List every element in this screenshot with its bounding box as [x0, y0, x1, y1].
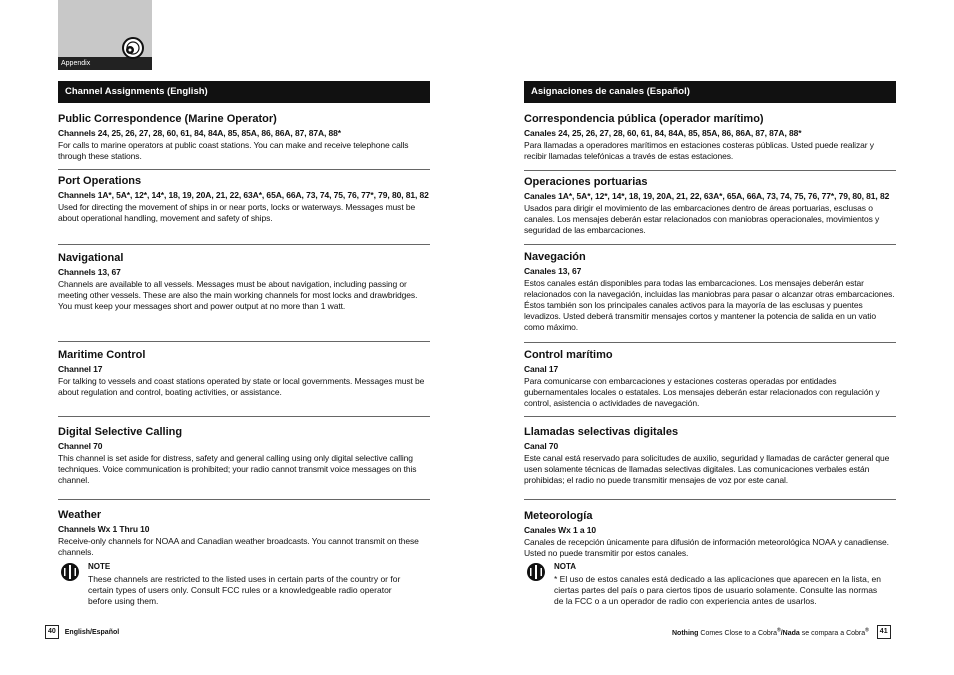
- section-correspondencia-publica: [524, 113, 896, 171]
- footer-nada: /Nada: [780, 629, 800, 637]
- footer-nothing: Nothing: [672, 629, 699, 637]
- section-description: Usados para dirigir el movimiento de las embarcaciones dentro de áreas portuarias, esclusas o canales. Los mensajes deberán estar relacionados con maniobras operacionales, movimientos y seguridad de las embarcaciones.: [524, 203, 880, 235]
- note-box: [524, 562, 896, 612]
- note-icon: [526, 562, 546, 582]
- section-channels: Channels Wx 1 Thru 10: [58, 524, 150, 534]
- section-description: Para llamadas a operadores marítimos en estaciones costeras públicas. Usted puede realizar y recibir llamadas telefónicas a través de estas estaciones.: [524, 140, 874, 161]
- section-description: Para comunicarse con embarcaciones y estaciones costeras operadas por entidades gubernamentales locales o estatales. Los mensajes deberán estar relacionados con regulación y control, asistencia o actividades de navegación.: [524, 376, 880, 408]
- note-icon: [60, 562, 80, 582]
- section-channels: Canales 13, 67: [524, 266, 582, 276]
- appendix-label: Appendix: [58, 57, 152, 70]
- section-title: Public Correspondence (Marine Operator): [58, 113, 277, 125]
- section-description: Este canal está reservado para solicitudes de auxilio, seguridad y llamadas de carácter general que usen solamente técnicas de llamadas selectivas digitales. Las comunicaciones verbales están prohibidas; el radio no puede transmitir mensajes de voz por este canal.: [524, 453, 890, 485]
- footer-se-compara: se compara a Cobra: [799, 629, 866, 637]
- section-title: Navegación: [524, 251, 586, 263]
- section-channels: Channels 1A*, 5A*, 12*, 14*, 18, 19, 20A, 21, 22, 63A*, 65A, 66A, 73, 74, 75, 76, 77*, 79, 80, 81, 82: [58, 190, 429, 200]
- note-title: NOTE: [88, 562, 111, 571]
- section-description: Channels are available to all vessels. Messages must be about navigation, including passing or meeting other vessels. These are also the main working channels for most locks and drawbridges. You must keep your messages short and power output at no more than 1 watt.: [58, 279, 418, 311]
- section-channels: Canales 24, 25, 26, 27, 28, 60, 61, 84, 84A, 85, 85A, 86, 86A, 87, 87A, 88*: [524, 128, 802, 138]
- spanish-column: [524, 81, 896, 606]
- section-title: Weather: [58, 509, 102, 521]
- section-description: For calls to marine operators at public coast stations. You can make and receive telephone calls through these stations.: [58, 140, 409, 161]
- section-title: Digital Selective Calling: [58, 426, 183, 438]
- section-meteorologia: [524, 510, 896, 560]
- section-title: Llamadas selectivas digitales: [524, 426, 679, 438]
- section-navigational: [58, 252, 430, 342]
- section-maritime-control: [58, 349, 430, 417]
- section-weather: [58, 509, 430, 559]
- section-description: Receive-only channels for NOAA and Canadian weather broadcasts. You cannot transmit on these channels.: [58, 536, 419, 557]
- section-channels: Canales Wx 1 a 10: [524, 525, 597, 535]
- section-title: Port Operations: [58, 175, 142, 187]
- section-description: Canales de recepción únicamente para difusión de información meteorológica NOAA y canadiense. Usted no puede transmitir por estos canales.: [524, 537, 889, 558]
- column-header: Asignaciones de canales (Español): [524, 81, 896, 103]
- section-title: Maritime Control: [58, 349, 146, 361]
- section-title: Meteorología: [524, 510, 593, 522]
- note-title: NOTA: [554, 562, 577, 571]
- section-title: Navigational: [58, 252, 124, 264]
- section-description: This channel is set aside for distress, safety and general calling using only digital selective calling techniques. Voice communication is prohibited; your radio cannot transmit voice messages on this channel.: [58, 453, 417, 485]
- page-number: 40: [45, 625, 59, 639]
- section-port-operations: [58, 175, 430, 245]
- section-control-maritimo: [524, 349, 896, 417]
- section-channels: Canal 17: [524, 364, 559, 374]
- section-operaciones-portuarias: [524, 176, 896, 245]
- column-header: Channel Assignments (English): [58, 81, 430, 103]
- section-llamadas-selectivas: [524, 426, 896, 500]
- note-text: These channels are restricted to the listed uses in certain parts of the country or for certain types of users only. Consult FCC rules or a knowledgeable radio operator before using them.: [88, 574, 401, 606]
- section-channels: Channels 13, 67: [58, 267, 121, 277]
- section-title: Correspondencia pública (operador marítimo): [524, 113, 764, 125]
- footer-registered-1: ®: [777, 627, 781, 634]
- section-description: For talking to vessels and coast stations operated by state or local governments. Messages must be about regulation and control, boating activities, or assistance.: [58, 376, 425, 397]
- footer-comes-close: Comes Close to a Cobra: [698, 629, 778, 637]
- section-public-correspondence: [58, 113, 430, 170]
- note-box: [58, 562, 430, 612]
- footer-language: English/Español: [64, 628, 120, 636]
- section-channels: Canal 70: [524, 441, 559, 451]
- section-description: Estos canales están disponibles para todas las embarcaciones. Los mensajes deberán estar relacionados con la navegación, incluidas las maniobras para pasar o alcanzar otras embarcaciones. Éstos también son los principales canales activos para la mayoría de las esclusas y puentes levadizos. Usted deberá transmitir mensajes cortos y mantener la potencia de salida en un vatio como máximo.: [524, 278, 895, 332]
- footer-right: [672, 625, 891, 639]
- section-title: Control marítimo: [524, 349, 613, 361]
- section-digital-selective-calling: [58, 426, 430, 500]
- footer-left: [45, 625, 119, 639]
- cd-icon: [121, 36, 145, 60]
- footer-slogan: [672, 627, 871, 637]
- page-number: 41: [877, 625, 891, 639]
- section-channels: Channels 24, 25, 26, 27, 28, 60, 61, 84, 84A, 85, 85A, 86, 86A, 87, 87A, 88*: [58, 128, 342, 138]
- section-channels: Canales 1A*, 5A*, 12*, 14*, 18, 19, 20A, 21, 22, 63A*, 65A, 66A, 73, 74, 75, 76, 77*, 79, 80, 81, 82: [524, 191, 890, 201]
- section-description: Used for directing the movement of ships in or near ports, locks or waterways. Messages must be about operational handling, movement and safety of ships.: [58, 202, 416, 223]
- footer-registered-2: ®: [865, 627, 869, 634]
- english-column: [58, 81, 430, 606]
- section-channels: Channel 17: [58, 364, 103, 374]
- note-text: * El uso de estos canales está dedicado a las aplicaciones que aparecen en la lista, en ciertas partes del país o para ciertos tipos de usuario solamente. Consulte las normas de la FCC o a un operador de radio con experiencia antes de usarlos.: [554, 574, 881, 606]
- section-navegacion: [524, 251, 896, 343]
- section-title: Operaciones portuarias: [524, 176, 648, 188]
- section-channels: Channel 70: [58, 441, 103, 451]
